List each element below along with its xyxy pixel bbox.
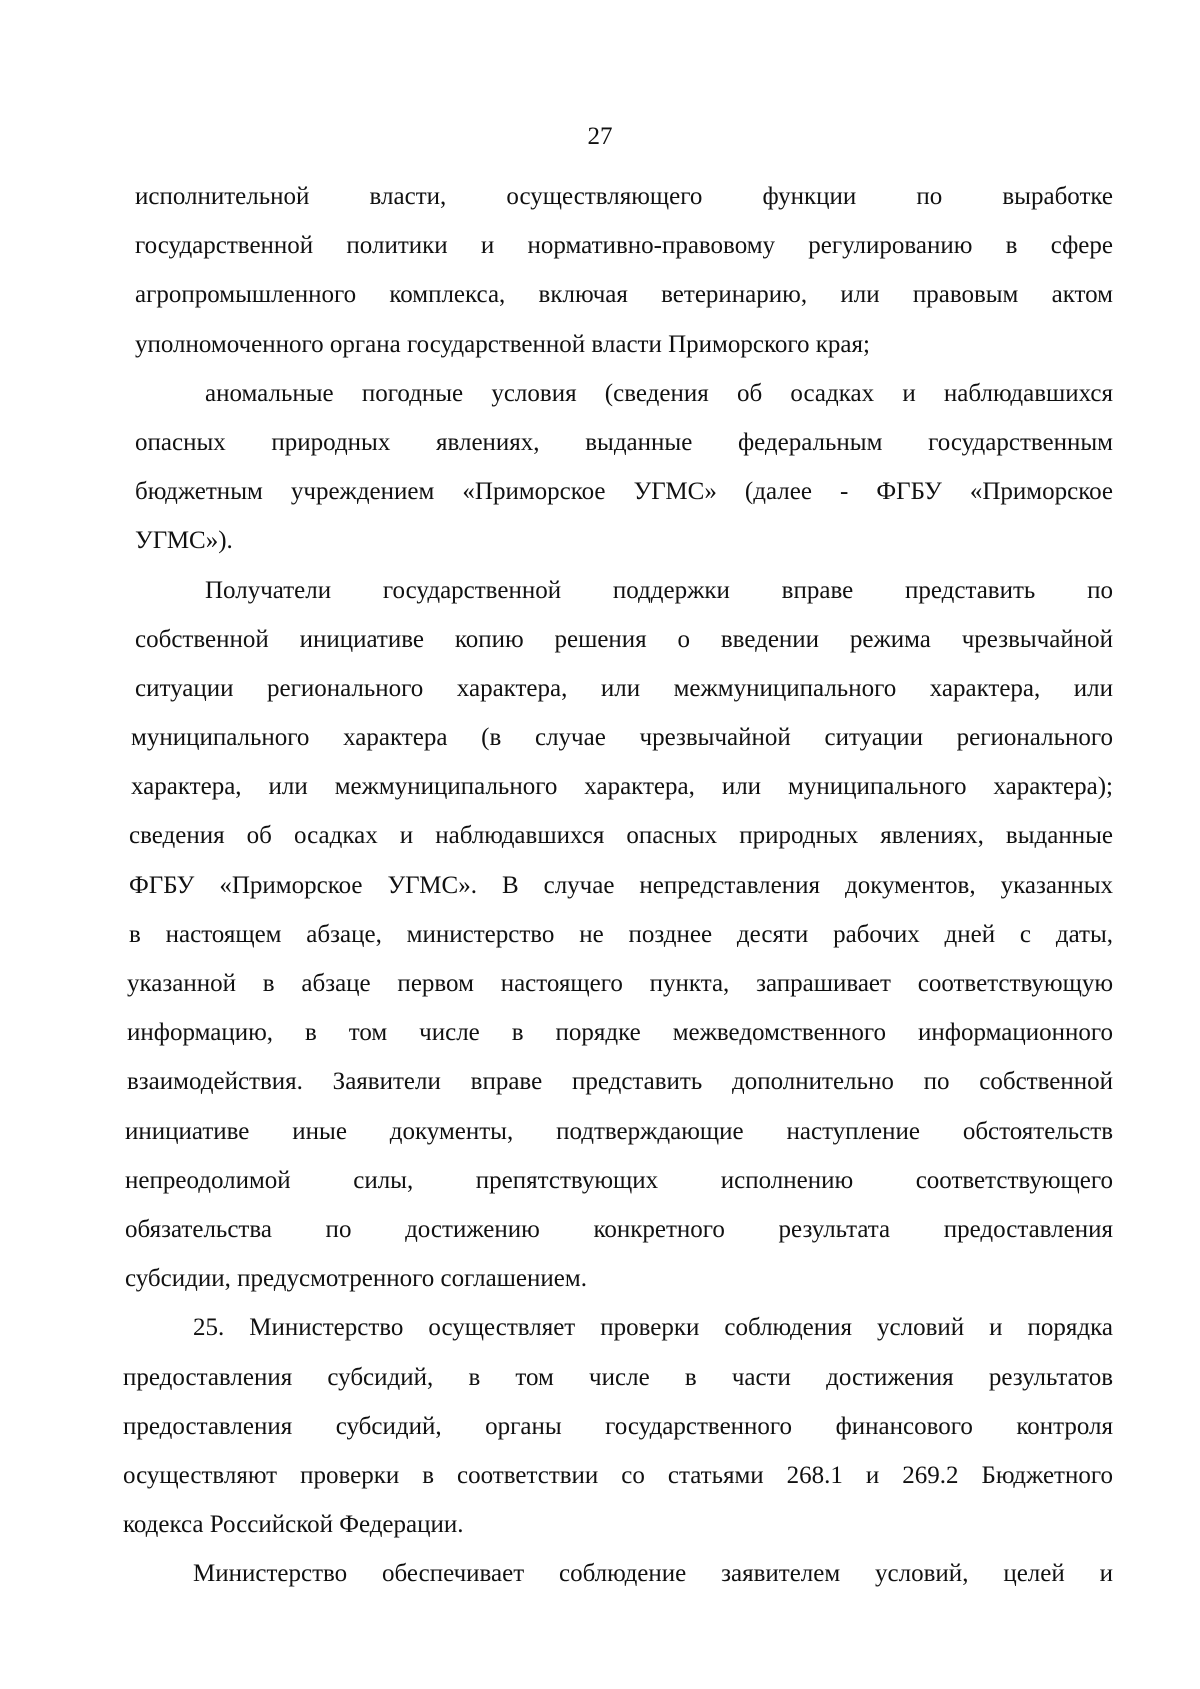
text-line: собственной инициативе копию решения о введении режима чрезвычайной	[135, 625, 1113, 653]
text-line: указанной в абзаце первом настоящего пункта, запрашивает соответствующую	[127, 970, 1113, 997]
text-line: сведения об осадках и наблюдавшихся опасных природных явлениях, выданные	[129, 822, 1113, 850]
text-line: в настоящем абзаце, министерство не позднее десяти рабочих дней с даты,	[129, 920, 1113, 948]
text-line: агропромышленного комплекса, включая ветеринарию, или правовым актом	[135, 281, 1113, 309]
text-line: непреодолимой силы, препятствующих исполнению соответствующего	[125, 1166, 1113, 1194]
text-line: уполномоченного органа государственной власти Приморского края;	[135, 330, 870, 358]
text-line: предоставления субсидий, в том числе в части достижения результатов	[123, 1363, 1113, 1391]
paragraph-continuation	[135, 172, 1113, 369]
paragraph-recipients	[125, 566, 1113, 1304]
text-line: Получатели государственной поддержки вправе представить по	[205, 576, 1113, 604]
text-line: взаимодействия. Заявители вправе представить дополнительно по собственной	[127, 1068, 1113, 1096]
text-line: осуществляют проверки в соответствии со статьями 268.1 и 269.2 Бюджетного	[123, 1461, 1113, 1489]
text-line: информацию, в том числе в порядке межведомственного информационного	[127, 1019, 1113, 1047]
text-line: субсидии, предусмотренного соглашением.	[125, 1265, 587, 1293]
text-line: ситуации регионального характера, или межмуниципального характера, или	[135, 674, 1113, 702]
text-line: предоставления субсидий, органы государственного финансового контроля	[123, 1412, 1113, 1440]
text-line: аномальные погодные условия (сведения об осадках и наблюдавшихся	[205, 379, 1113, 407]
text-line: муниципального характера (в случае чрезвычайной ситуации регионального	[131, 724, 1113, 752]
document-body	[123, 172, 1113, 1598]
text-line: ФГБУ «Приморское УГМС». В случае непредставления документов, указанных	[129, 871, 1113, 899]
text-line: характера, или межмуниципального характера, или муниципального характера);	[131, 773, 1113, 801]
text-line: кодекса Российской Федерации.	[123, 1511, 464, 1539]
text-line: опасных природных явлениях, выданные федеральным государственным	[135, 428, 1113, 456]
text-line: обязательства по достижению конкретного результата предоставления	[125, 1215, 1113, 1243]
page-number: 27	[587, 123, 613, 150]
text-line: 25. Министерство осуществляет проверки соблюдения условий и порядка	[193, 1314, 1113, 1342]
text-line: исполнительной власти, осуществляющего функции по выработке	[135, 183, 1113, 210]
paragraph-ministry	[135, 1549, 1113, 1598]
paragraph-weather	[135, 369, 1113, 566]
text-line: бюджетным учреждением «Приморское УГМС» (далее - ФГБУ «Приморское	[135, 478, 1113, 506]
text-line: Министерство обеспечивает соблюдение заявителем условий, целей и	[193, 1560, 1113, 1588]
text-line: государственной политики и нормативно-правовому регулированию в сфере	[135, 232, 1113, 260]
text-line: УГМС»).	[135, 527, 233, 555]
paragraph-item-25	[123, 1303, 1113, 1549]
text-line: инициативе иные документы, подтверждающие наступление обстоятельств	[125, 1117, 1113, 1145]
